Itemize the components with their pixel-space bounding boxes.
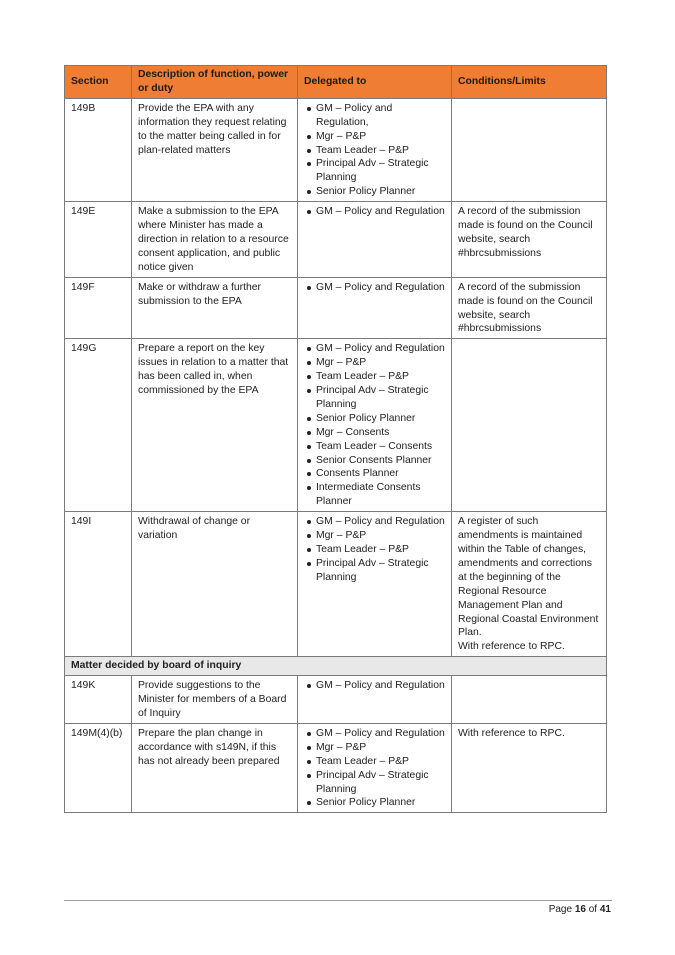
delegated-cell: [298, 676, 452, 724]
delegated-cell: [298, 277, 452, 339]
section-cell: 149B: [65, 98, 132, 201]
condition-text: A register of such amendments is maintained within the Table of changes, amendments and corrections at the beginning of the Regional Resource Management Plan and Regional Coastal Environment Plan.: [458, 516, 599, 639]
header-description: Description of function, power or duty: [132, 66, 298, 99]
table-row: [65, 512, 607, 657]
table-header-row: [65, 66, 607, 99]
conditions-cell: [452, 277, 607, 339]
delegate-item: Team Leader – P&P: [304, 755, 445, 769]
delegate-item: Team Leader – P&P: [304, 370, 445, 384]
delegate-item: Intermediate Consents Planner: [304, 481, 445, 509]
conditions-cell: [452, 339, 607, 512]
page-number: 16: [574, 904, 586, 915]
delegate-item: Senior Policy Planner: [304, 412, 445, 426]
section-cell: 149M(4)(b): [65, 723, 132, 812]
page-label: Page: [548, 904, 573, 915]
condition-text: With reference to RPC.: [458, 641, 565, 653]
table-row: [65, 676, 607, 724]
delegated-cell: [298, 339, 452, 512]
section-cell: 149F: [65, 277, 132, 339]
description-cell: Make a submission to the EPA where Minister has made a direction in relation to a resource consent application, and public notice given: [132, 202, 298, 278]
delegate-list: [304, 727, 445, 810]
delegated-cell: [298, 202, 452, 278]
condition-text: A record of the submission made is found on the Council website, search #hbrcsubmissions: [458, 206, 593, 259]
header-conditions: Conditions/Limits: [452, 66, 607, 99]
delegate-item: Team Leader – Consents: [304, 440, 445, 454]
delegate-list: [304, 281, 445, 295]
delegate-item: GM – Policy and Regulation: [304, 281, 445, 295]
description-cell: Provide the EPA with any information they request relating to the matter being called in for plan-related matters: [132, 98, 298, 201]
table-row: [65, 277, 607, 339]
conditions-cell: [452, 676, 607, 724]
delegate-item: Mgr – P&P: [304, 130, 445, 144]
header-delegated-to: Delegated to: [298, 66, 452, 99]
delegate-item: Senior Consents Planner: [304, 454, 445, 468]
page-footer: [549, 904, 611, 915]
description-cell: Make or withdraw a further submission to the EPA: [132, 277, 298, 339]
table-row: [65, 723, 607, 812]
delegate-item: GM – Policy and Regulation: [304, 342, 445, 356]
table-body: [65, 98, 607, 813]
conditions-cell: [452, 723, 607, 812]
table-row: [65, 202, 607, 278]
description-cell: Withdrawal of change or variation: [132, 512, 298, 657]
delegate-item: Senior Policy Planner: [304, 796, 445, 810]
delegate-list: [304, 342, 445, 509]
delegate-item: Mgr – P&P: [304, 356, 445, 370]
delegate-item: GM – Policy and Regulation: [304, 727, 445, 741]
delegations-table: [64, 65, 607, 813]
delegate-list: [304, 102, 445, 199]
description-cell: Provide suggestions to the Minister for members of a Board of Inquiry: [132, 676, 298, 724]
delegate-item: Mgr – P&P: [304, 741, 445, 755]
delegate-item: Senior Policy Planner: [304, 185, 445, 199]
delegate-item: Principal Adv – Strategic Planning: [304, 384, 445, 412]
table-row: [65, 339, 607, 512]
conditions-cell: [452, 98, 607, 201]
section-cell: 149K: [65, 676, 132, 724]
description-cell: Prepare the plan change in accordance with s149N, if this has not already been prepared: [132, 723, 298, 812]
delegate-item: Principal Adv – Strategic Planning: [304, 157, 445, 185]
section-band-label: Matter decided by board of inquiry: [65, 657, 607, 676]
delegate-list: [304, 679, 445, 693]
delegate-item: Team Leader – P&P: [304, 144, 445, 158]
header-section: Section: [65, 66, 132, 99]
condition-text: A record of the submission made is found on the Council website, search #hbrcsubmissions: [458, 281, 593, 335]
of-label: of: [588, 904, 598, 915]
section-cell: 149I: [65, 512, 132, 657]
delegate-item: Team Leader – P&P: [304, 543, 445, 557]
delegate-item: Principal Adv – Strategic Planning: [304, 557, 445, 585]
delegated-cell: [298, 512, 452, 657]
delegate-item: GM – Policy and Regulation: [304, 679, 445, 693]
delegated-cell: [298, 98, 452, 201]
delegate-list: [304, 515, 445, 585]
delegate-item: Principal Adv – Strategic Planning: [304, 769, 445, 797]
delegated-cell: [298, 723, 452, 812]
description-cell: Prepare a report on the key issues in relation to a matter that has been called in, when commissioned by the EPA: [132, 339, 298, 512]
delegate-item: Mgr – P&P: [304, 529, 445, 543]
section-cell: 149E: [65, 202, 132, 278]
condition-text: With reference to RPC.: [458, 727, 565, 739]
section-cell: 149G: [65, 339, 132, 512]
conditions-cell: [452, 202, 607, 278]
delegate-item: GM – Policy and Regulation,: [304, 102, 445, 130]
delegate-item: GM – Policy and Regulation: [304, 205, 445, 219]
section-band-row: [65, 657, 607, 676]
table-row: [65, 98, 607, 201]
conditions-cell: [452, 512, 607, 657]
delegate-list: [304, 205, 445, 219]
delegate-item: Mgr – Consents: [304, 426, 445, 440]
total-pages: 41: [599, 904, 611, 915]
delegate-item: GM – Policy and Regulation: [304, 515, 445, 529]
delegate-item: Consents Planner: [304, 467, 445, 481]
footer-divider: [64, 900, 612, 901]
